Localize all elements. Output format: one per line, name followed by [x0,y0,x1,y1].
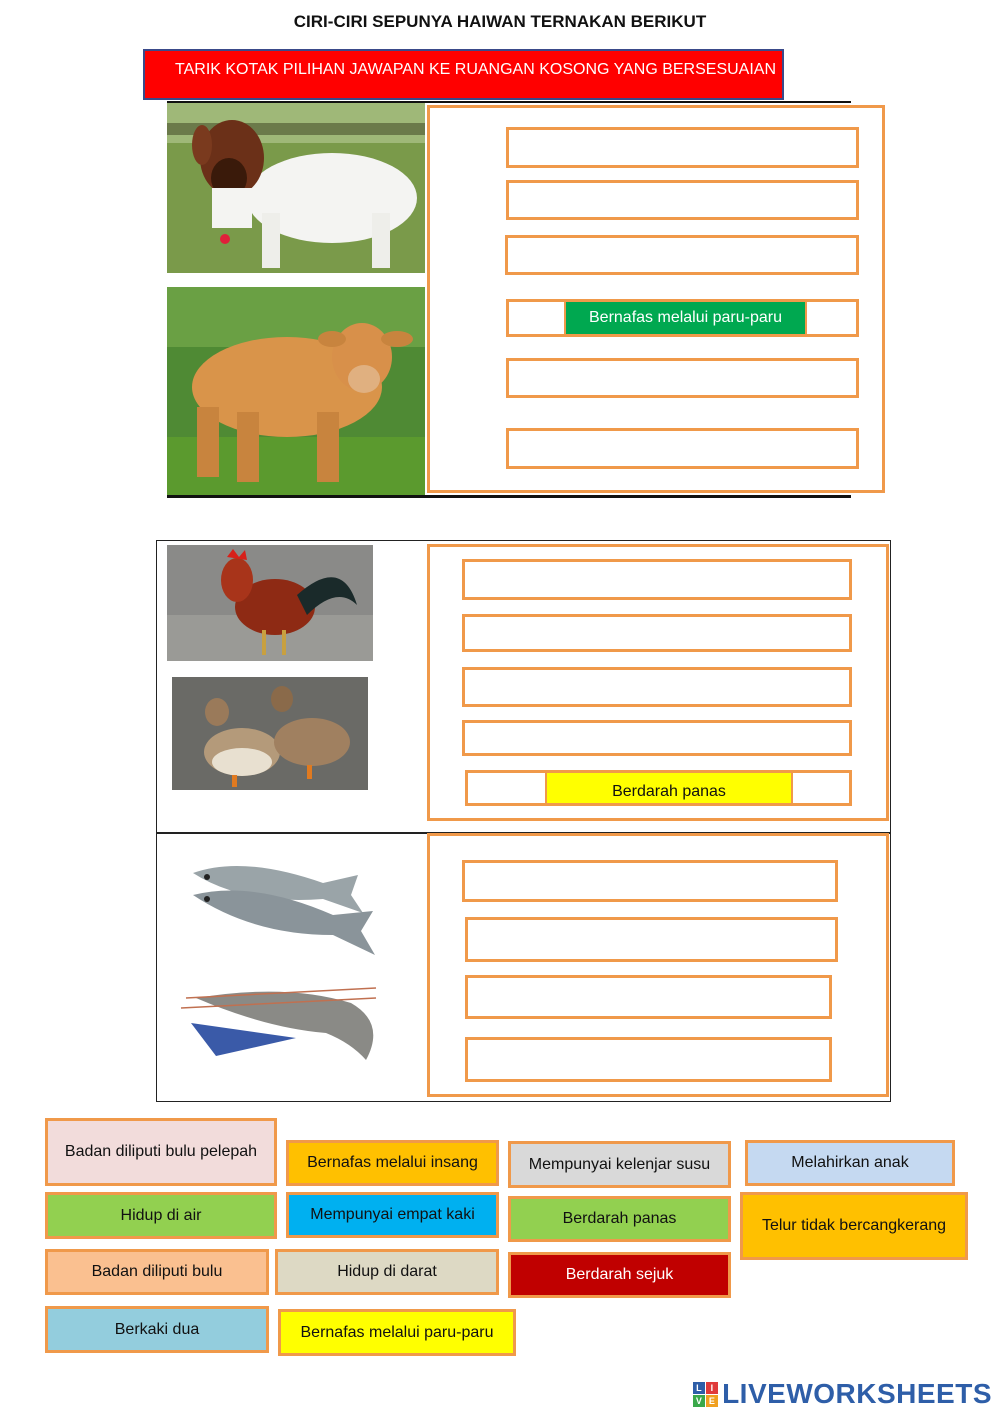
answer-slot-2-1[interactable] [462,559,852,600]
choice-bernafas-melalui-insang[interactable]: Bernafas melalui insang [286,1140,499,1186]
answer-slot-1-1[interactable] [506,127,859,168]
choice-melahirkan-anak[interactable]: Melahirkan anak [745,1140,955,1186]
choice-hidup-di-darat[interactable]: Hidup di darat [275,1249,499,1295]
liveworksheets-logo [693,1378,992,1410]
cow-image [167,287,425,495]
duck-image [172,677,368,790]
placed-answer-chip[interactable]: Berdarah panas [545,771,793,805]
choice-berkaki-dua[interactable]: Berkaki dua [45,1306,269,1353]
placed-answer-chip[interactable]: Bernafas melalui paru-paru [564,300,807,336]
goat-image [167,103,425,273]
answer-slot-2-2[interactable] [462,614,852,652]
answer-slot-1-5[interactable] [506,358,859,398]
answer-slot-1-3[interactable] [505,235,859,275]
fish-image [183,855,383,965]
instruction-banner: TARIK KOTAK PILIHAN JAWAPAN KE RUANGAN KOSONG YANG BERSESUAIAN [143,49,784,100]
answer-slot-2-3[interactable] [462,667,852,707]
section1-bottom-line [167,495,851,498]
rooster-image [167,545,373,661]
choice-bernafas-melalui-paru-paru[interactable]: Bernafas melalui paru-paru [278,1309,516,1356]
answer-slot-3-2[interactable] [465,917,838,962]
page-title: CIRI-CIRI SEPUNYA HAIWAN TERNAKAN BERIKUT [293,12,707,31]
choice-badan-diliputi-bulu-pelepah[interactable]: Badan diliputi bulu pelepah [45,1118,277,1186]
choice-badan-diliputi-bulu[interactable]: Badan diliputi bulu [45,1249,269,1295]
answer-slot-2-4[interactable] [462,720,852,756]
answer-slot-1-6[interactable] [506,428,859,469]
choice-mempunyai-kelenjar-susu[interactable]: Mempunyai kelenjar susu [508,1141,731,1188]
choice-telur-tidak-bercangkerang[interactable]: Telur tidak bercangkerang [740,1192,968,1260]
choice-berdarah-panas[interactable]: Berdarah panas [508,1196,731,1242]
answer-slot-1-2[interactable] [506,180,859,220]
choice-mempunyai-empat-kaki[interactable]: Mempunyai empat kaki [286,1192,499,1238]
answer-slot-3-1[interactable] [462,860,838,902]
choice-berdarah-sejuk[interactable]: Berdarah sejuk [508,1252,731,1298]
prawn-image [176,978,391,1070]
choice-hidup-di-air[interactable]: Hidup di air [45,1192,277,1239]
answer-slot-3-4[interactable] [465,1037,832,1082]
logo-text: LIVEWORKSHEETS [722,1378,992,1409]
logo-mark-icon: L I V E [693,1382,718,1407]
answer-slot-3-3[interactable] [465,975,832,1019]
